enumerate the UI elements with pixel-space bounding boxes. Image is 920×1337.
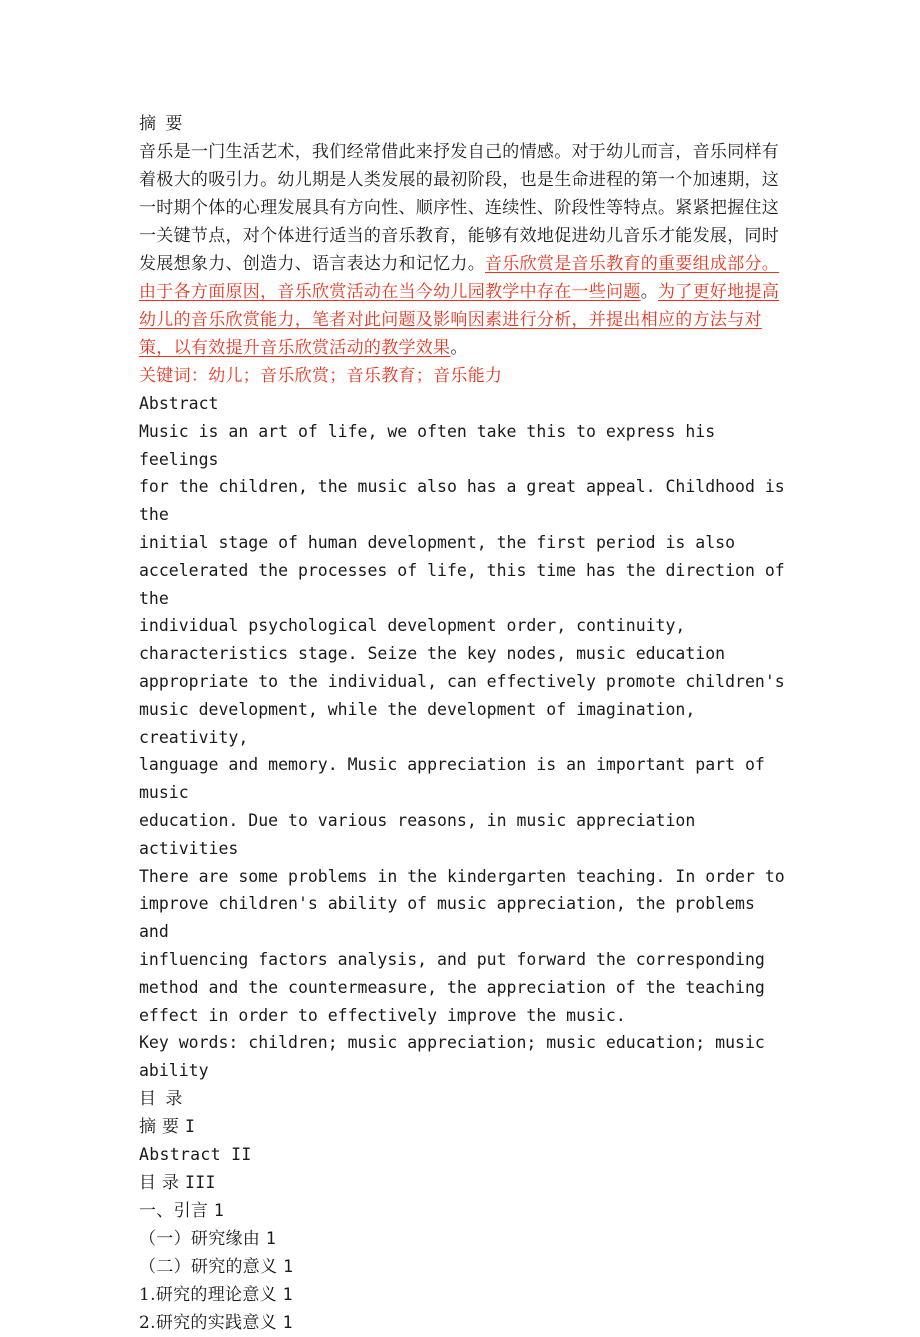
abstract-en-keywords: Key words: children; music appreciation; music education; music bbox=[139, 1033, 765, 1053]
toc-item-label: Abstract bbox=[139, 1144, 232, 1164]
abstract-en-line: initial stage of human development, the first period is also bbox=[139, 532, 736, 552]
toc-item-label: 2.研究的实践意义 bbox=[139, 1312, 283, 1333]
toc-item[interactable] bbox=[139, 1253, 789, 1281]
toc-item[interactable] bbox=[139, 1281, 789, 1309]
toc-item[interactable] bbox=[139, 1169, 789, 1197]
toc-item-label: （一）研究缘由 bbox=[139, 1228, 266, 1249]
abstract-cn-body bbox=[139, 138, 789, 362]
toc-item-page: 1 bbox=[283, 1256, 294, 1276]
toc-item-page: I bbox=[185, 1116, 196, 1136]
abstract-en-line: music development, while the development of imagination, creativity, bbox=[139, 699, 706, 747]
abstract-en-line: appropriate to the individual, can effectively promote children's bbox=[139, 671, 785, 691]
abstract-en-line: improve children's ability of music appreciation, the problems and bbox=[139, 894, 765, 942]
abstract-en-line: method and the countermeasure, the appreciation of the teaching bbox=[139, 977, 765, 997]
toc-item-label: 目 录 bbox=[139, 1172, 186, 1193]
toc-item-page: 1 bbox=[213, 1200, 225, 1220]
abstract-en-line: education. Due to various reasons, in music appreciation activities bbox=[139, 810, 706, 858]
abstract-en-line: individual psychological development order, continuity, bbox=[139, 616, 686, 636]
toc-heading: 目 录 bbox=[139, 1088, 185, 1109]
toc-item-label: 1.研究的理论意义 bbox=[139, 1284, 283, 1305]
abstract-en-line: effect in order to effectively improve the music. bbox=[139, 1005, 626, 1025]
abstract-en-line: language and memory. Music appreciation is an important part of music bbox=[139, 755, 775, 803]
abstract-cn-separator-1: 。 bbox=[640, 282, 659, 302]
toc-item-page: 1 bbox=[282, 1312, 293, 1332]
abstract-en-line: characteristics stage. Seize the key nodes, music education bbox=[139, 644, 726, 664]
abstract-cn-separator-2: 。 bbox=[450, 338, 468, 358]
abstract-en-line: Music is an art of life, we often take this to express his feelings bbox=[139, 421, 726, 469]
abstract-en-line: There are some problems in the kindergarten teaching. In order to bbox=[139, 866, 785, 886]
abstract-cn-highlight-2: 为了更好地提高幼儿的音乐欣赏能力，笔者对此问题及影响因素进行分析，并提出相应的方法与对策，以有效提升音乐欣赏活动的教学效果 bbox=[139, 282, 780, 358]
toc-item-label: 一、引言 bbox=[139, 1200, 214, 1221]
abstract-cn-keywords: 关键词：幼儿；音乐欣赏；音乐教育；音乐能力 bbox=[139, 366, 503, 386]
toc-item-page: 1 bbox=[265, 1228, 277, 1248]
toc-item[interactable] bbox=[139, 1309, 789, 1337]
abstract-en-line: influencing factors analysis, and put forward the corresponding bbox=[139, 949, 765, 969]
toc-item[interactable] bbox=[139, 1113, 789, 1141]
document-content bbox=[139, 110, 795, 1337]
toc-item-label: （二）研究的意义 bbox=[139, 1256, 284, 1277]
toc-item[interactable] bbox=[139, 1225, 789, 1253]
abstract-cn-heading: 摘 要 bbox=[139, 114, 185, 134]
toc-item-page: III bbox=[185, 1172, 216, 1192]
abstract-cn-highlight-1: 音乐欣赏是音乐教育的重要组成部分。由于各方面原因，音乐欣赏活动在当今幼儿园教学中存在一些问题 bbox=[139, 254, 780, 302]
toc-item-page: 1 bbox=[282, 1284, 293, 1304]
toc-item[interactable] bbox=[139, 1141, 789, 1169]
abstract-en-body bbox=[139, 418, 795, 1030]
abstract-en-line: for the children, the music also has a great appeal. Childhood is the bbox=[139, 477, 795, 525]
abstract-en-line: accelerated the processes of life, this time has the direction of the bbox=[139, 560, 795, 608]
toc-item[interactable] bbox=[139, 1197, 789, 1225]
abstract-en-heading: Abstract bbox=[139, 394, 219, 413]
abstract-en-keywords-cont: ability bbox=[139, 1061, 209, 1081]
toc-item-page: II bbox=[231, 1144, 252, 1164]
abstract-cn-text: 音乐是一门生活艺术，我们经常借此来抒发自己的情感。对于幼儿而言，音乐同样有着极大的吸引力。幼儿期是人类发展的最初阶段，也是生命进程的第一个加速期，这一时期个体的心理发展具有方向性、顺序性、连续性、阶段性等特点。紧紧把握住这一关键节点，对个体进行适当的音乐教育，能够有效地促进幼儿音乐才能发展，同时发展想象力、创造力、语言表达力和记忆力。 bbox=[139, 142, 780, 274]
toc-item-label: 摘 要 bbox=[139, 1116, 186, 1137]
toc-list bbox=[139, 1113, 789, 1337]
